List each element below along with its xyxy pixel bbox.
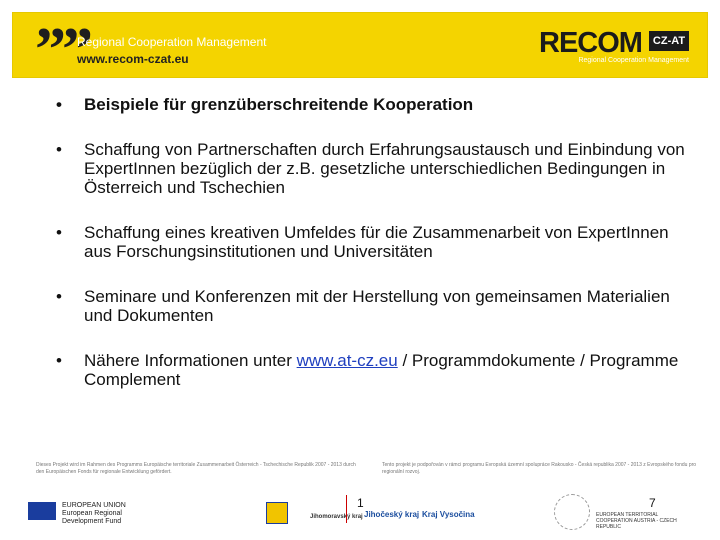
- bullet-text: Seminare und Konferenzen mit der Herstellung von gemeinsamen Materialien und Dokumenten: [84, 287, 670, 325]
- recom-logo: [539, 27, 689, 67]
- logo-badge: CZ-AT: [649, 31, 689, 51]
- etc-text: EUROPEAN TERRITORIAL COOPERATION AUSTRIA - CZECH REPUBLIC: [596, 512, 677, 530]
- logo-subtitle: Regional Cooperation Management: [578, 57, 689, 64]
- bullet-item: • Schaffung eines kreativen Umfeldes für die Zusammenarbeit von ExpertInnen aus Forschungsinstitutionen und Universitäten: [56, 223, 669, 261]
- footer-note-de: Dieses Projekt wird im Rahmen des Programms Europäische territoriale Zusammenarbeit Österreich - Tschechische Republik 2007 - 2013 durch den Europäischen Fonds für regionale Entwicklung gefördert.: [36, 462, 356, 475]
- bullet-text-post: / Programmdokumente / Programme Complement: [84, 351, 679, 389]
- quote-mark-logo: ””: [35, 16, 89, 84]
- bullet-item: • Schaffung von Partnerschaften durch Erfahrungsaustausch und Einbindung von ExpertInnen bezüglich der z.B. gesetzliche unterschiedlichen Bedingungen in Österreich und Tschechien: [56, 140, 685, 197]
- logo-main-text: RECOM: [539, 27, 642, 59]
- page-number-right: 7: [649, 496, 656, 510]
- bullet-item: • Beispiele für grenzüberschreitende Kooperation: [56, 95, 474, 114]
- header-url: www.recom-czat.eu: [77, 52, 189, 66]
- page-number-left: 1: [357, 496, 364, 510]
- eu-flag-icon: [28, 502, 56, 520]
- eu-fund-text: EUROPEAN UNION European Regional Development Fund: [62, 502, 126, 525]
- slide-header: [12, 12, 708, 84]
- jm-region-text: Jihomoravský kraj: [310, 514, 363, 520]
- bullet-item: • Seminare und Konferenzen mit der Herstellung von gemeinsamen Materialien und Dokumenten: [56, 287, 670, 325]
- bullet-text: Schaffung von Partnerschaften durch Erfahrungsaustausch und Einbindung von ExpertInnen bezüglich der z.B. gesetzliche unterschiedlichen Bedingungen in Österreich und Tschechien: [84, 140, 685, 197]
- bullet-item: • Nähere Informationen unter www.at-cz.eu / Programmdokumente / Programme Complement: [56, 351, 679, 389]
- jc-region-text: Jihočeský kraj: [364, 510, 420, 519]
- footer-note-cz: Tento projekt je podpořován v rámci programu Evropská územní spolupráce Rakousko - Česká republika 2007 - 2013 z Evropského fondu pro regionální rozvoj.: [382, 462, 697, 475]
- bullet-list: [56, 95, 696, 389]
- vy-region-text: Kraj Vysočina: [422, 510, 475, 519]
- bullet-text-pre: Nähere Informationen unter: [84, 351, 297, 370]
- bullet-text: Beispiele für grenzüberschreitende Kooperation: [84, 95, 474, 114]
- noe-logo-icon: [266, 502, 288, 524]
- bullet-text: Schaffung eines kreativen Umfeldes für die Zusammenarbeit von ExpertInnen aus Forschungsinstitutionen und Universitäten: [84, 223, 669, 261]
- header-title: Regional Cooperation Management: [77, 35, 267, 49]
- etc-logo-icon: [554, 494, 590, 530]
- page-divider: [346, 495, 347, 523]
- program-link[interactable]: www.at-cz.eu: [296, 351, 398, 370]
- footer: [24, 462, 696, 534]
